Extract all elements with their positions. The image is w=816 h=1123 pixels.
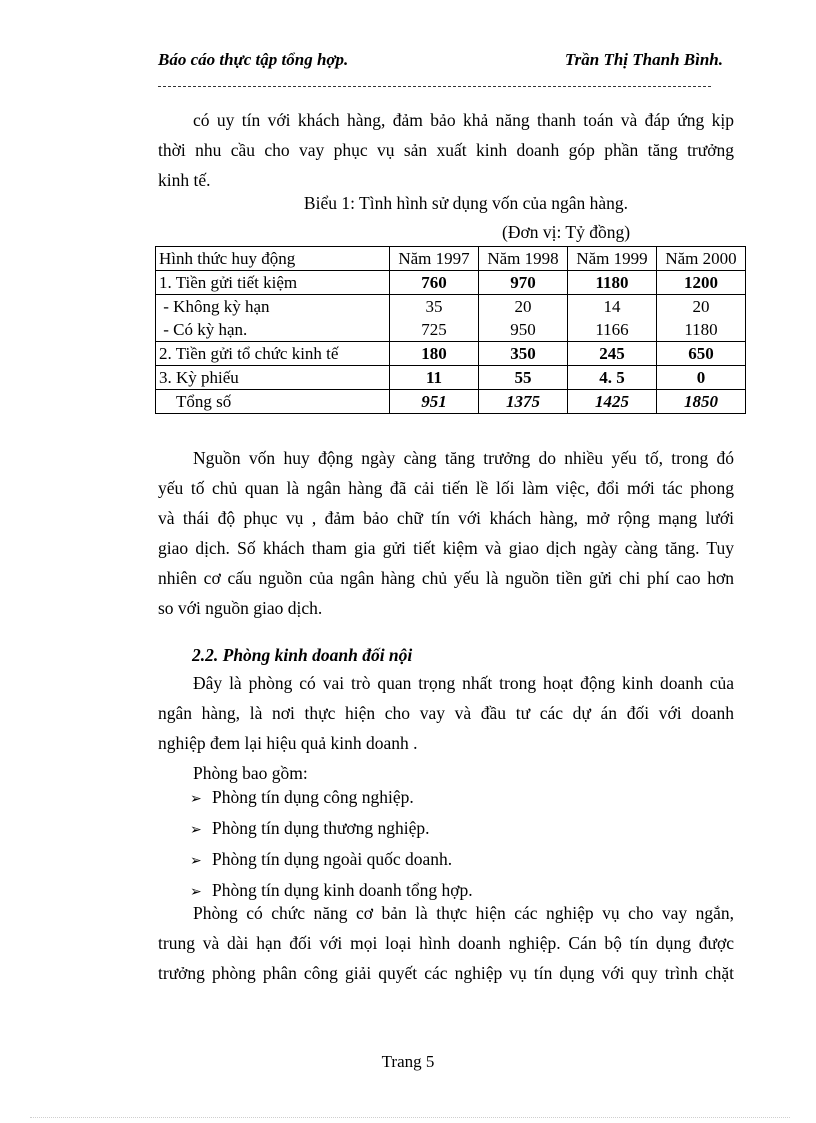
arrow-bullet-icon: ➢: [190, 791, 202, 807]
table-row: [156, 366, 746, 390]
list-item-label: Phòng tín dụng ngoài quốc doanh.: [212, 849, 453, 869]
section-heading: 2.2. Phòng kinh doanh đối nội: [192, 645, 413, 665]
arrow-bullet-icon: ➢: [190, 853, 202, 869]
column-header: Năm 2000: [657, 247, 746, 271]
arrow-bullet-icon: ➢: [190, 822, 202, 838]
header-divider: [158, 86, 711, 87]
table-total-row: [156, 390, 746, 414]
capital-table: [155, 246, 746, 414]
page-number: Trang 5: [381, 1052, 435, 1071]
row-label: 1. Tiền gửi tiết kiệm: [156, 271, 390, 295]
table-cell: 1375: [479, 390, 568, 414]
row-label: 3. Kỳ phiếu: [156, 366, 390, 390]
table-cell: 20: [657, 295, 746, 319]
column-header: Năm 1997: [390, 247, 479, 271]
row-label: - Có kỳ hạn.: [156, 318, 390, 342]
list-item: [190, 783, 473, 814]
paragraph-line: Đây là phòng có vai trò quan trọng nhất trong hoạt động kinh doanh của: [193, 673, 734, 693]
paragraph-line: giao dịch. Số khách tham gia gửi tiết kiệm và giao dịch ngày càng tăng. Tuy: [158, 538, 734, 558]
paragraph-line: so với nguồn giao dịch.: [158, 598, 323, 618]
table-cell: 1425: [568, 390, 657, 414]
page-bottom-divider: [30, 1117, 790, 1118]
list-item-label: Phòng tín dụng công nghiệp.: [212, 787, 414, 807]
table-cell: 951: [390, 390, 479, 414]
table-header-row: [156, 247, 746, 271]
table-row: [156, 295, 746, 319]
table-cell: 20: [479, 295, 568, 319]
paragraph-line: kinh tế.: [158, 170, 211, 190]
table-cell: 1166: [568, 318, 657, 342]
department-list: [190, 783, 473, 907]
table-row: [156, 271, 746, 295]
table-cell: 14: [568, 295, 657, 319]
table-row: [156, 318, 746, 342]
column-header: Năm 1998: [479, 247, 568, 271]
table-cell: 1200: [657, 271, 746, 295]
list-item-label: Phòng tín dụng kinh doanh tổng hợp.: [212, 880, 473, 900]
paragraph-line: Nguồn vốn huy động ngày càng tăng trưởng do nhiều yếu tố, trong đó: [193, 448, 734, 468]
table-cell: 35: [390, 295, 479, 319]
table-cell: 650: [657, 342, 746, 366]
table-cell: 950: [479, 318, 568, 342]
table-cell: 1180: [568, 271, 657, 295]
header-author: Trần Thị Thanh Bình.: [564, 50, 723, 69]
table-cell: 55: [479, 366, 568, 390]
table-cell: 1850: [657, 390, 746, 414]
table-cell: 11: [390, 366, 479, 390]
paragraph-line: có uy tín với khách hàng, đảm bảo khả năng thanh toán và đáp ứng kịp: [193, 110, 734, 130]
row-label: 2. Tiền gửi tổ chức kinh tế: [156, 342, 390, 366]
table-cell: 245: [568, 342, 657, 366]
paragraph-line: Phòng bao gồm:: [193, 763, 308, 783]
paragraph-line: trưởng phòng phân công giải quyết các nghiệp vụ tín dụng với quy trình chặt: [158, 963, 734, 983]
paragraph-line: nhiên cơ cấu nguồn của ngân hàng chủ yếu là nguồn tiền gửi chi phí cao hơn: [158, 568, 734, 588]
list-item: [190, 845, 473, 876]
table-cell: 1180: [657, 318, 746, 342]
paragraph-line: nghiệp đem lại hiệu quả kinh doanh .: [158, 733, 418, 753]
arrow-bullet-icon: ➢: [190, 884, 202, 900]
row-label: - Không kỳ hạn: [156, 295, 390, 319]
paragraph-line: trung và dài hạn đối với mọi loại hình doanh nghiệp. Cán bộ tín dụng được: [158, 933, 734, 953]
row-label: Tổng số: [156, 390, 390, 414]
header-report-title: Báo cáo thực tập tổng hợp.: [158, 50, 349, 69]
table-cell: 0: [657, 366, 746, 390]
function-paragraph: [158, 898, 734, 988]
table-cell: 4. 5: [568, 366, 657, 390]
table-unit: (Đơn vị: Tỷ đồng): [502, 222, 631, 242]
intro-paragraph: [158, 105, 734, 195]
paragraph-line: yếu tố chủ quan là ngân hàng đã cải tiến lề lối làm việc, đổi mới tác phong: [158, 478, 734, 498]
department-paragraph: [158, 668, 734, 788]
table-cell: 350: [479, 342, 568, 366]
table-caption: Biểu 1: Tình hình sử dụng vốn của ngân hàng.: [303, 193, 629, 213]
table-cell: 180: [390, 342, 479, 366]
page-header: [158, 50, 723, 74]
table-cell: 970: [479, 271, 568, 295]
table-cell: 760: [390, 271, 479, 295]
table-cell: 725: [390, 318, 479, 342]
column-header: Hình thức huy động: [156, 247, 390, 271]
column-header: Năm 1999: [568, 247, 657, 271]
table-row: [156, 342, 746, 366]
paragraph-line: ngân hàng, là nơi thực hiện cho vay và đầu tư các dự án đối với doanh: [158, 703, 734, 723]
capital-paragraph: [158, 443, 734, 623]
paragraph-line: thời nhu cầu cho vay phục vụ sản xuất kinh doanh góp phần tăng trưởng: [158, 140, 734, 160]
paragraph-line: và thái độ phục vụ , đảm bảo chữ tín với khách hàng, mở rộng mạng lưới: [158, 508, 734, 528]
list-item: [190, 814, 473, 845]
list-item-label: Phòng tín dụng thương nghiệp.: [212, 818, 430, 838]
paragraph-line: Phòng có chức năng cơ bản là thực hiện các nghiệp vụ cho vay ngắn,: [193, 903, 734, 923]
